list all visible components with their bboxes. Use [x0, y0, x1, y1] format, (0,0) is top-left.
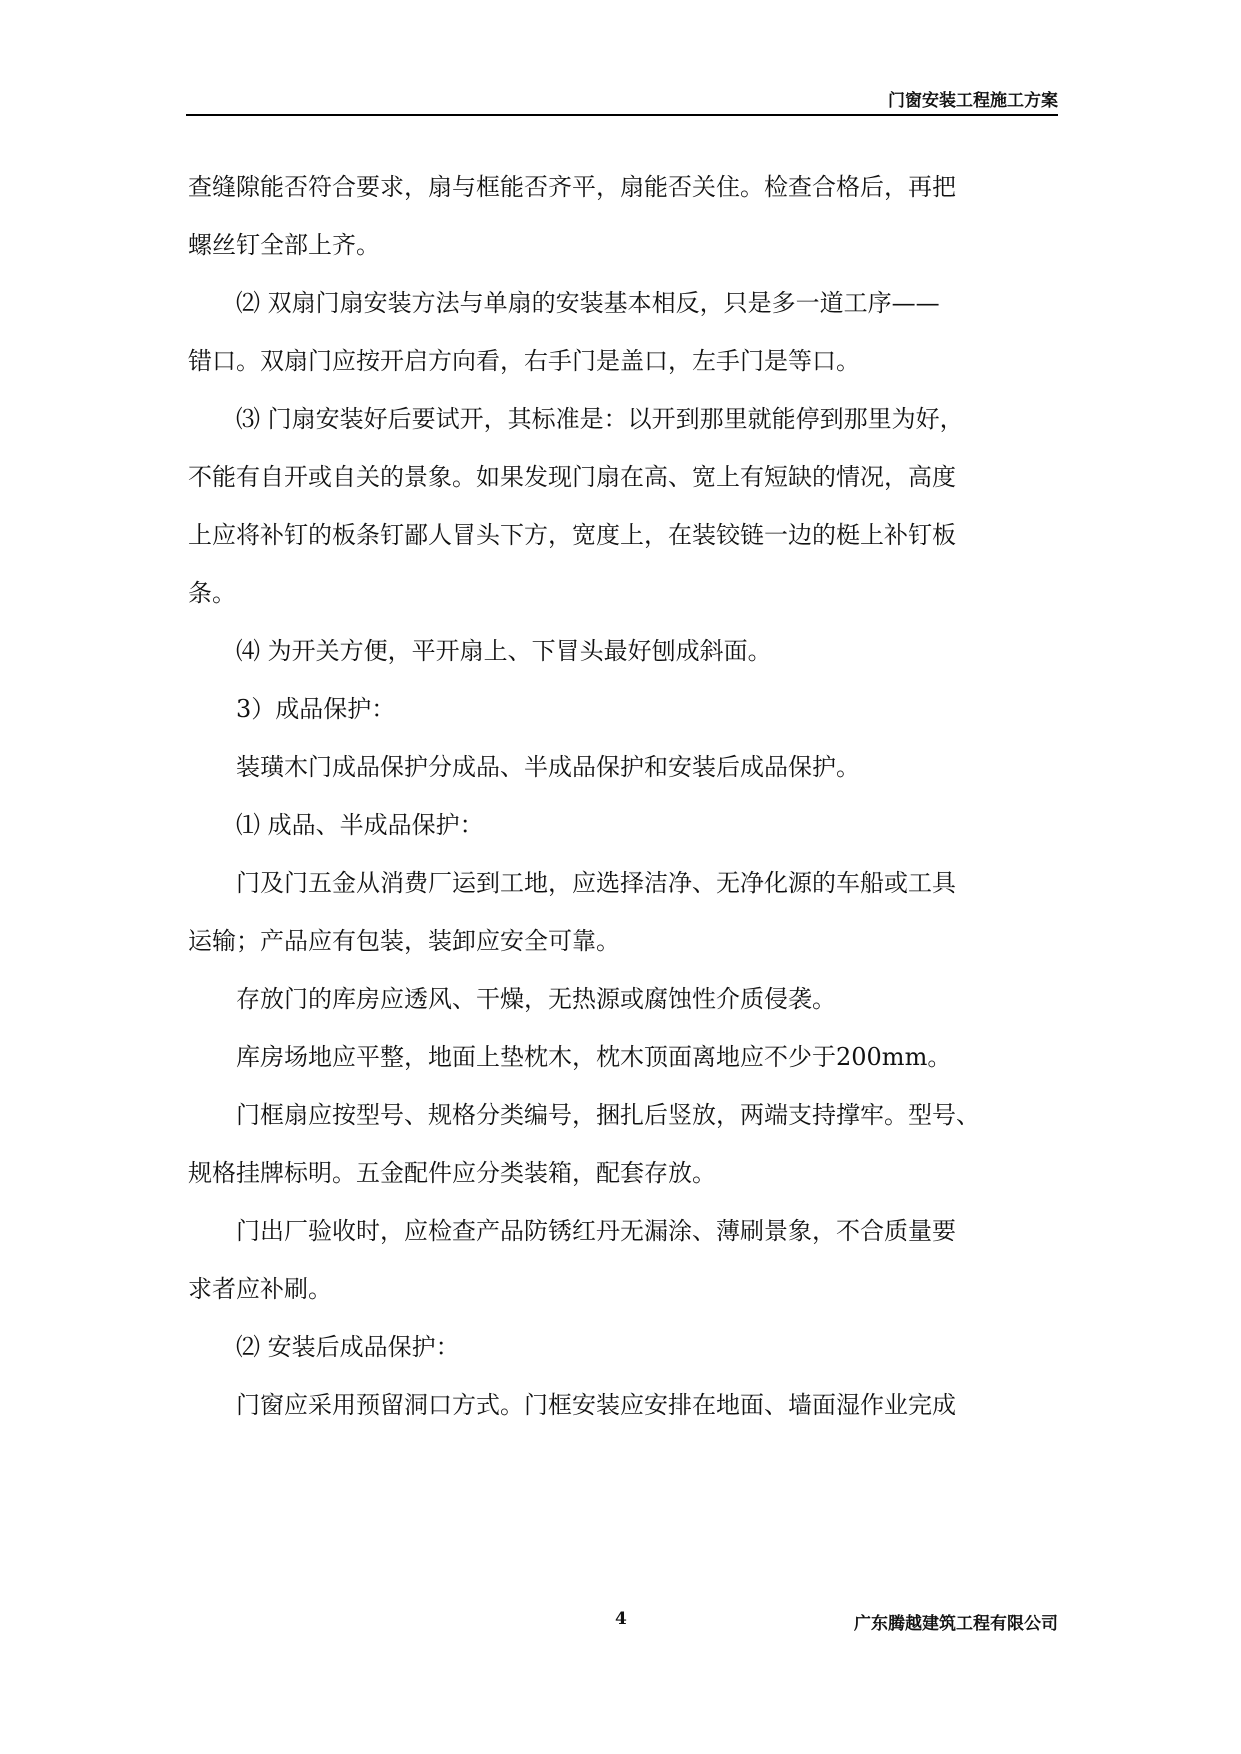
text-line: 运输；产品应有包装，装卸应安全可靠。	[188, 927, 620, 955]
text-line: ⑵ 双扇门扇安装方法与单扇的安装基本相反，只是多一道工序——	[236, 289, 940, 317]
text-line: ⑷ 为开关方便，平开扇上、下冒头最好刨成斜面。	[236, 637, 772, 665]
text-line: 查缝隙能否符合要求，扇与框能否齐平，扇能否关住。检查合格后，再把	[188, 173, 956, 201]
text-line: 装璜木门成品保护分成品、半成品保护和安装后成品保护。	[236, 753, 860, 781]
footer-company: 广东腾越建筑工程有限公司	[854, 1614, 1058, 1634]
text-line: ⑶ 门扇安装好后要试开，其标准是：以开到那里就能停到那里为好，	[236, 405, 964, 433]
document-body	[188, 158, 1058, 1434]
text-line: 求者应补刷。	[188, 1275, 332, 1303]
text-line: ⑴ 成品、半成品保护：	[236, 811, 484, 839]
text-line: 规格挂牌标明。五金配件应分类装箱，配套存放。	[188, 1159, 716, 1187]
text-line: 存放门的库房应透风、干燥，无热源或腐蚀性介质侵袭。	[236, 985, 836, 1013]
text-line: 不能有自开或自关的景象。如果发现门扇在高、宽上有短缺的情况，高度	[188, 463, 956, 491]
text-line: 门框扇应按型号、规格分类编号，捆扎后竖放，两端支持撑牢。型号、	[236, 1101, 980, 1129]
text-line: 3）成品保护：	[236, 695, 396, 723]
page-number: 4	[615, 1609, 627, 1629]
text-line: 上应将补钉的板条钉鄙人冒头下方，宽度上，在装铰链一边的梃上补钉板	[188, 521, 956, 549]
text-line: 条。	[188, 579, 236, 607]
text-line: 门及门五金从消费厂运到工地，应选择洁净、无净化源的车船或工具	[236, 869, 956, 897]
text-line: 错口。双扇门应按开启方向看，右手门是盖口，左手门是等口。	[188, 347, 860, 375]
text-line: 库房场地应平整，地面上垫枕木，枕木顶面离地应不少于200mm。	[236, 1043, 952, 1071]
text-line: 门出厂验收时，应检查产品防锈红丹无漏涂、薄刷景象，不合质量要	[236, 1217, 956, 1245]
text-line: ⑵ 安装后成品保护：	[236, 1333, 460, 1361]
text-line: 门窗应采用预留洞口方式。门框安装应安排在地面、墙面湿作业完成	[236, 1391, 956, 1419]
header-title: 门窗安装工程施工方案	[888, 91, 1058, 111]
text-line: 螺丝钉全部上齐。	[188, 231, 380, 259]
page-header	[186, 84, 1058, 116]
